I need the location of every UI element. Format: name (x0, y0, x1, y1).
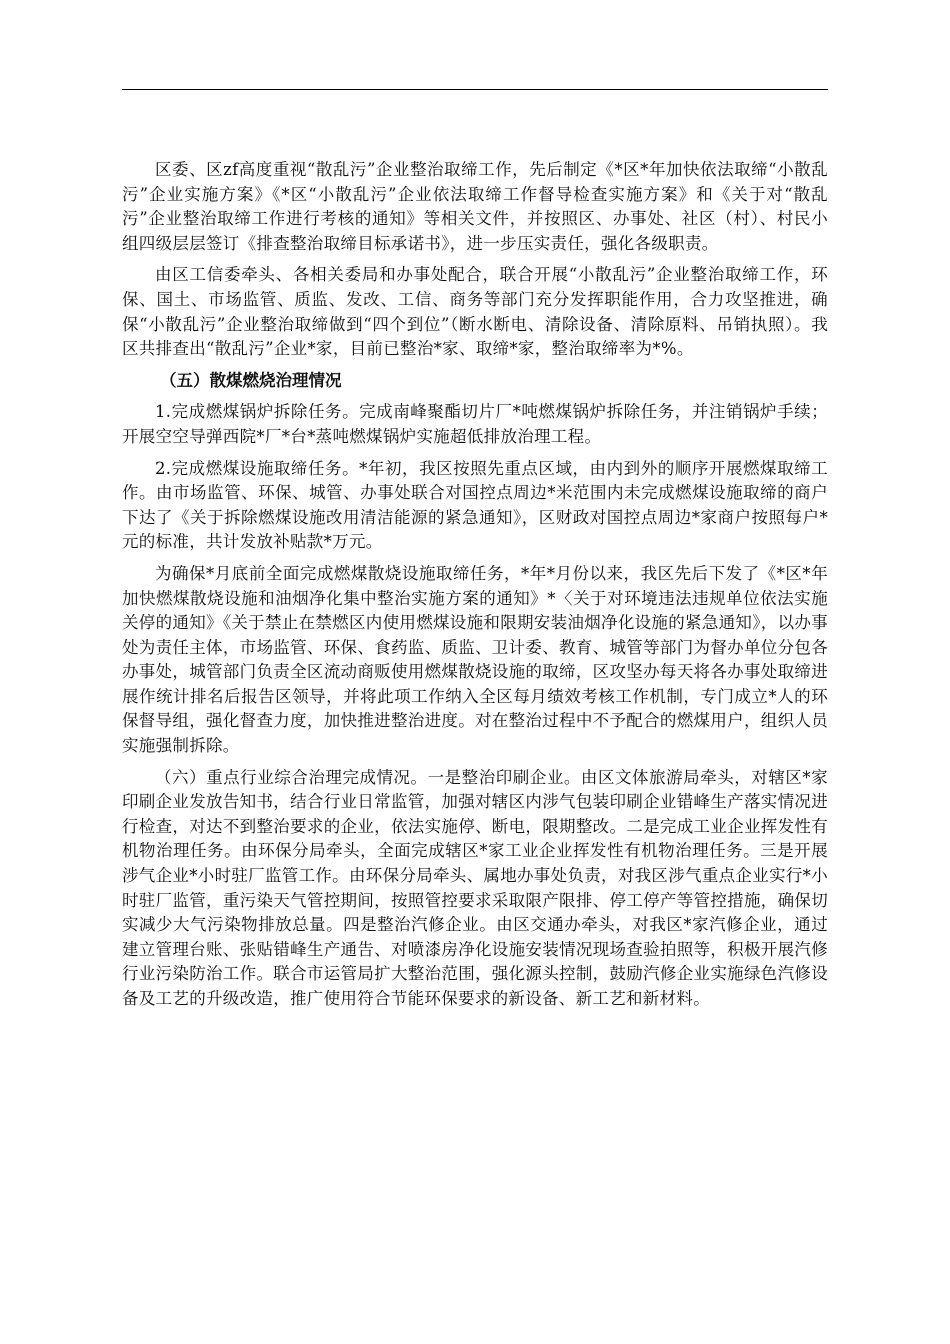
paragraph-coal-deadline: 为确保*月底前全面完成燃煤散烧设施取缔任务，*年*月份以来，我区先后下发了《*区*年加快燃煤散烧设施和油烟净化集中整治实施方案的通知》*〈关于对环境违法违规单位依法实施关停的通知》《关于禁止在禁燃区内使用燃煤设施和限期安装油烟净化设施的紧急通知》，以办事处为责任主体，市场监管、环保、食药监、质监、卫计委、教育、城管等部门为督办单位分包各办事处，城管部门负责全区流动商贩使用燃煤散烧设施的取缔，区攻坚办每天将各办事处取缔进展作统计排名后报告区领导，并将此项工作纳入全区每月绩效考核工作机制，专门成立*人的环保督导组，强化督查力度，加快推进整治进度。对在整治过程中不予配合的燃煤用户，组织人员实施强制拆除。 (122, 563, 828, 756)
document-body (122, 158, 828, 1019)
section-heading-coal-burning: （五）散煤燃烧治理情况 (159, 370, 342, 390)
header-rule (122, 89, 828, 90)
paragraph-joint-rectification: 由区工信委牵头、各相关委局和办事处配合，联合开展“小散乱污”企业整治取缔工作，环保、国土、市场监管、质监、发改、工信、商务等部门充分发挥职能作用，合力攻坚推进，确保“小散乱污”企业整治取缔做到“四个到位”（断水断电、清除设备、清除原料、吊销执照）。我区共排查出“散乱污”企业*家，目前已整治*家、取缔*家，整治取缔率为*%。 (122, 265, 828, 359)
paragraph-party-committee: 区委、区zf高度重视“散乱污”企业整治取缔工作，先后制定《*区*年加快依法取缔“小散乱污”企业实施方案》《*区“小散乱污”企业依法取缔工作督导检查实施方案》和《关于对“散乱污”企业整治取缔工作进行考核的通知》等相关文件，并按照区、办事处、社区（村）、村民小组四级层层签订《排查整治取缔目标承诺书》，进一步压实责任，强化各级职责。 (122, 160, 828, 253)
paragraph-key-industries: （六）重点行业综合治理完成情况。一是整治印刷企业。由区文体旅游局牵头，对辖区*家印刷企业发放告知书，结合行业日常监管，加强对辖区内涉气包装印刷企业错峰生产落实情况进行检查，对达不到整治要求的企业，依法实施停、断电，限期整改。二是完成工业企业挥发性有机物治理任务。由环保分局牵头，全面完成辖区*家工业企业挥发性有机物治理任务。三是开展涉气企业*小时驻厂监管工作。由环保分局牵头、属地办事处负责，对我区涉气重点企业实行*小时驻厂监管，重污染天气管控期间，按照管控要求采取限产限排、停工停产等管控措施，确保切实减少大气污染物排放总量。四是整治汽修企业。由区交通办牵头，对我区*家汽修企业，通过建立管理台账、张贴错峰生产通告、对喷漆房净化设施安装情况现场查验拍照等，积极开展汽修行业污染防治工作。联合市运管局扩大整治范围，强化源头控制，鼓励汽修企业实施绿色汽修设备及工艺的升级改造，推广使用符合节能环保要求的新设备、新工艺和新材料。 (122, 767, 828, 1008)
paragraph-coal-facility-ban: 2.完成燃煤设施取缔任务。*年初，我区按照先重点区域，由内到外的顺序开展燃煤取缔工作。由市场监管、环保、城管、办事处联合对国控点周边*米范围内未完成燃煤设施取缔的商户下达了《关于拆除燃煤设施改用清洁能源的紧急通知》，区财政对国控点周边*家商户按照每户*元的标准，共计发放补贴款*万元。 (122, 458, 828, 552)
paragraph-boiler-removal: 1.完成燃煤锅炉拆除任务。完成南峰聚酯切片厂*吨燃煤锅炉拆除任务，并注销锅炉手续；开展空空导弹西院*厂*台*蒸吨燃煤锅炉实施超低排放治理工程。 (122, 402, 828, 446)
